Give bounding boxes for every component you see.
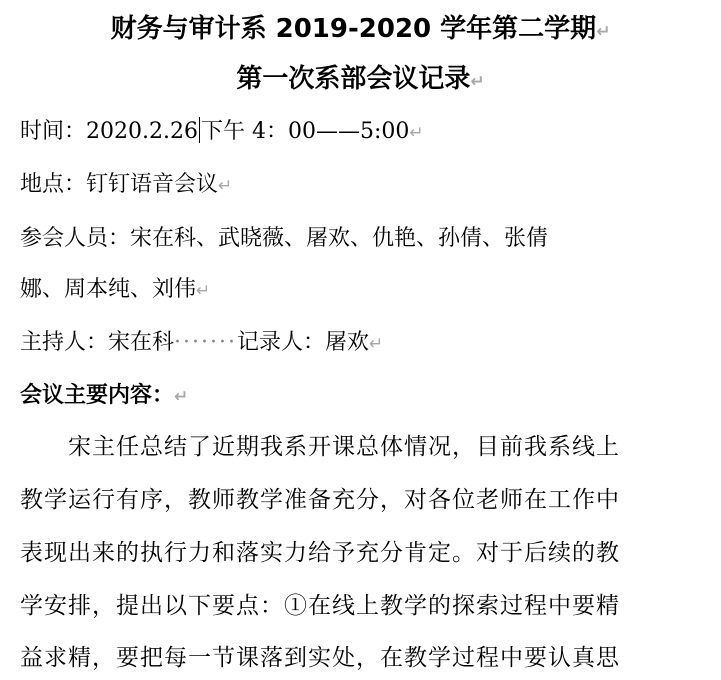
time-date: 2020.2.26 (86, 119, 198, 144)
meeting-time-line[interactable] (20, 117, 424, 148)
body-line-4[interactable] (20, 591, 700, 621)
doc-title-line-1 (0, 12, 721, 49)
attendees-line-2[interactable] (20, 275, 210, 306)
body-text-1: 宋主任总结了近期我系开课总体情况，目前我系线上 (68, 434, 620, 460)
title-line-1-text: 财务与审计系 2019-2020 学年第二学期 (110, 14, 597, 44)
attendees-text-1: 参会人员：宋在科、武晓薇、屠欢、仇艳、孙倩、张倩 (20, 226, 549, 251)
body-line-5[interactable] (20, 643, 700, 673)
body-text-4: 学安排，提出以下要点：①在线上教学的探索过程中要精 (20, 593, 620, 619)
paragraph-mark-icon: ↵ (596, 22, 611, 42)
body-text-3: 表现出来的执行力和落实力给予充分肯定。对于后续的教 (20, 540, 620, 566)
body-line-2[interactable] (20, 485, 700, 515)
title-line-2-text: 第一次系部会议记录 (236, 64, 471, 94)
body-text-2: 教学运行有序，教师教学准备充分，对各位老师在工作中 (20, 487, 620, 513)
paragraph-mark-icon: ↵ (409, 123, 424, 143)
body-line-1[interactable] (20, 432, 700, 462)
tab-dots: ······· (174, 330, 237, 355)
attendees-text-2: 娜、周本纯、刘伟 (20, 277, 197, 302)
time-label: 时间： (20, 119, 87, 144)
text-cursor (199, 117, 200, 143)
meeting-place-line[interactable] (20, 170, 232, 201)
content-heading[interactable] (20, 381, 188, 412)
place-text: 地点：钉钉语音会议 (20, 172, 219, 197)
host-recorder-line[interactable] (20, 328, 383, 359)
paragraph-mark-icon: ↵ (218, 176, 233, 196)
recorder-text: 记录人：屠欢 (236, 330, 369, 355)
paragraph-mark-icon: ↵ (174, 387, 189, 407)
host-text: 主持人：宋在科 (20, 330, 175, 355)
doc-title-line-2 (0, 62, 721, 99)
body-text-5: 益求精，要把每一节课落到实处，在教学过程中要认真思 (20, 645, 620, 671)
time-range: 下午 4：00——5:00 (200, 119, 410, 144)
attendees-line-1[interactable] (20, 224, 548, 254)
paragraph-mark-icon: ↵ (196, 281, 211, 301)
paragraph-mark-icon: ↵ (368, 334, 384, 354)
body-line-3[interactable] (20, 538, 700, 568)
content-heading-text: 会议主要内容： (20, 383, 175, 408)
paragraph-mark-icon: ↵ (470, 72, 485, 92)
